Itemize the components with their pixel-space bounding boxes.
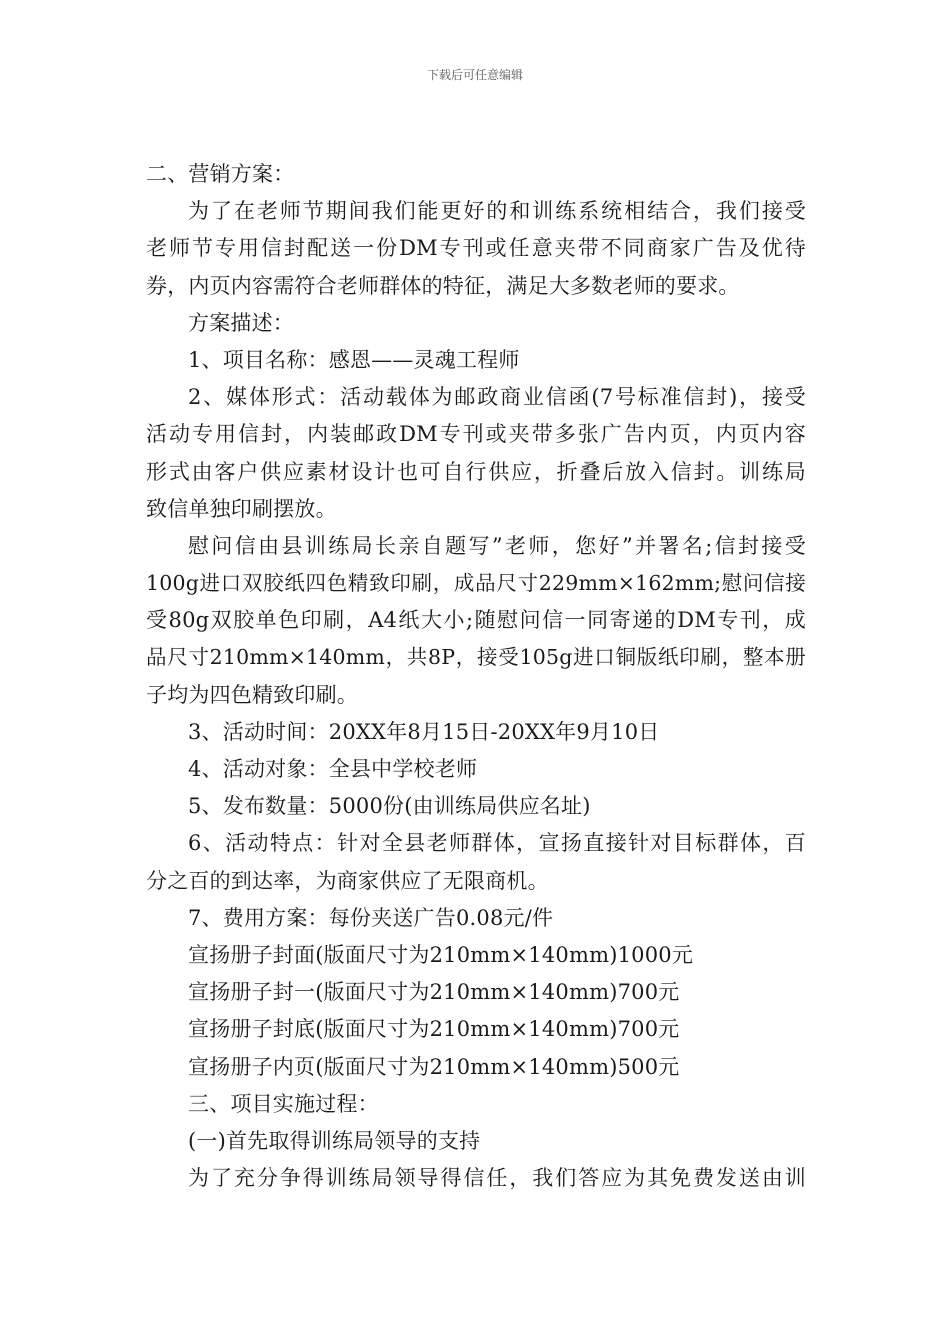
document-body — [146, 156, 806, 1197]
paragraph-line: 券，内页内容需符合老师群体的特征，满足大多数老师的要求。 — [146, 273, 740, 298]
section-heading: 三、项目实施过程： — [188, 1091, 379, 1116]
paragraph-line: 致信单独印刷摆放。 — [146, 496, 337, 521]
paragraph-line: 1、项目名称：感恩——灵魂工程师 — [188, 347, 520, 372]
paragraph-line: 4、活动对象：全县中学校老师 — [188, 757, 478, 781]
paragraph-line: 5、发布数量：5000份(由训练局供应名址) — [188, 794, 591, 819]
paragraph-line: 受80g双胶单色印刷，A4纸大小;随慰问信一同寄递的DM专刊，成 — [146, 608, 806, 633]
paragraph-line: 为了充分争得训练局领导得信任，我们答应为其免费发送由训 — [188, 1166, 806, 1191]
paragraph-line: 子均为四色精致印刷。 — [146, 682, 358, 707]
paragraph-line: 宣扬册子封面(版面尺寸为210mm×140mm)1000元 — [188, 942, 694, 967]
paragraph-line: 6、活动特点：针对全县老师群体，宣扬直接针对目标群体，百 — [188, 831, 806, 856]
section-heading: 二、营销方案： — [146, 162, 295, 186]
paragraph-line: 品尺寸210mm×140mm，共8P，接受105g进口铜版纸印刷，整本册 — [146, 645, 806, 670]
paragraph-line: 形式由客户供应素材设计也可自行供应，折叠后放入信封。训练局 — [146, 459, 806, 484]
paragraph-line: 3、活动时间：20XX年8月15日-20XX年9月10日 — [188, 719, 660, 744]
paragraph-line: 为了在老师节期间我们能更好的和训练系统相结合，我们接受 — [188, 199, 806, 224]
subsection-heading: (一)首先取得训练局领导的支持 — [188, 1128, 481, 1153]
paragraph-line: 活动专用信封，内装邮政DM专刊或夹带多张广告内页，内页内容 — [146, 422, 806, 447]
paragraph-line: 宣扬册子封底(版面尺寸为210mm×140mm)700元 — [188, 1017, 680, 1042]
paragraph-line: 宣扬册子封一(版面尺寸为210mm×140mm)700元 — [188, 980, 680, 1005]
paragraph-line: 慰问信由县训练局长亲自题写”老师，您好”并署名;信封接受 — [188, 533, 806, 558]
paragraph-line: 方案描述： — [188, 310, 294, 335]
paragraph-line: 100g进口双胶纸四色精致印刷，成品尺寸229mm×162mm;慰问信接 — [146, 571, 806, 596]
paragraph-line: 分之百的到达率，为商家供应了无限商机。 — [146, 868, 549, 893]
paragraph-line: 2、媒体形式：活动载体为邮政商业信函(7号标准信封)，接受 — [188, 385, 806, 410]
paragraph-line: 7、费用方案：每份夹送广告0.08元/件 — [188, 905, 554, 930]
paragraph-line: 宣扬册子内页(版面尺寸为210mm×140mm)500元 — [188, 1054, 680, 1079]
page-header-note: 下载后可任意编辑 — [426, 68, 523, 82]
paragraph-line: 老师节专用信封配送一份DM专刊或任意夹带不同商家广告及优待 — [146, 236, 806, 261]
